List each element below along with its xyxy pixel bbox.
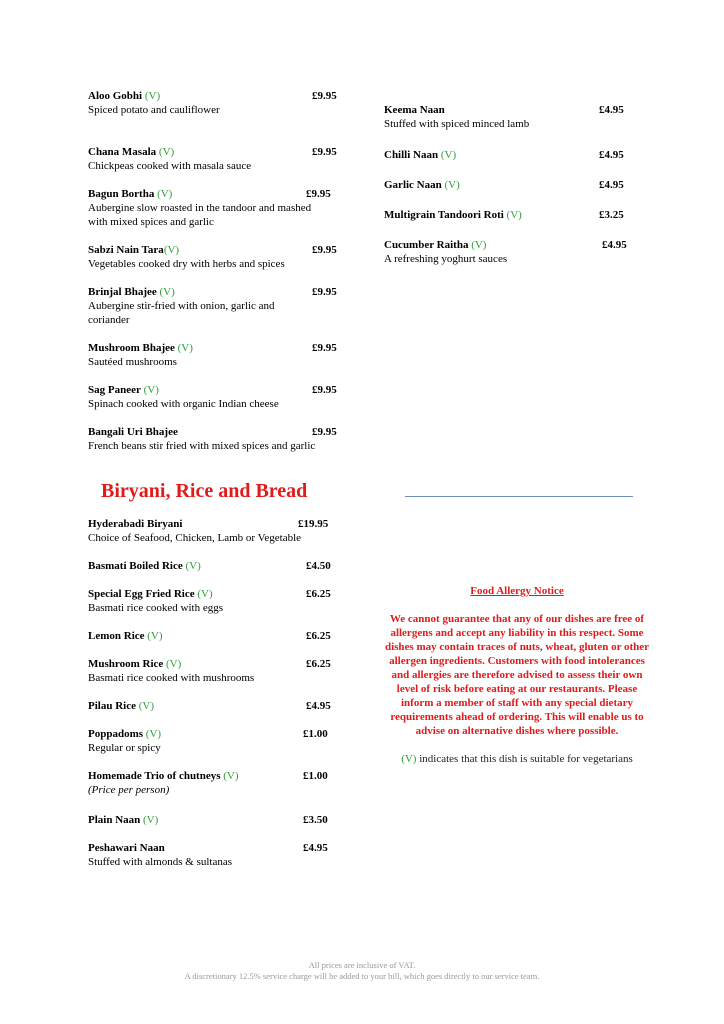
item-name: Homemade Trio of chutneys — [88, 770, 221, 782]
veg-indicator: (V) — [138, 700, 154, 712]
item-price: £9.95 — [312, 342, 337, 354]
menu-item — [88, 559, 338, 573]
item-price: £9.95 — [312, 244, 337, 256]
item-price: £1.00 — [303, 770, 328, 782]
item-price: £9.95 — [312, 426, 337, 438]
menu-item — [88, 769, 338, 797]
menu-item — [88, 341, 337, 369]
section-heading: Biryani, Rice and Bread — [101, 480, 308, 502]
menu-item — [88, 813, 338, 827]
item-price: £6.25 — [306, 658, 331, 670]
item-description: Stuffed with spiced minced lamb — [384, 118, 530, 130]
item-description: A refreshing yoghurt sauces — [384, 253, 508, 265]
menu-item — [88, 841, 338, 869]
item-description: (Price per person) — [88, 784, 170, 796]
item-price: £1.00 — [303, 728, 328, 740]
item-price: £9.95 — [312, 384, 337, 396]
menu-item — [88, 727, 338, 755]
menu-item — [88, 699, 338, 713]
item-description: Aubergine slow roasted in the tandoor and mashed with mixed spices and garlic — [88, 202, 312, 228]
item-price: £4.95 — [303, 842, 328, 854]
item-name: Sabzi Nain Tara — [88, 244, 164, 256]
item-price: £4.95 — [599, 149, 624, 161]
item-description: Regular or spicy — [88, 742, 161, 754]
item-price: £4.95 — [599, 179, 624, 191]
menu-item — [88, 587, 338, 615]
menu-item — [384, 178, 634, 192]
divider-line — [405, 496, 633, 497]
item-price: £6.25 — [306, 630, 331, 642]
veg-indicator: (V) — [401, 753, 417, 765]
item-name: Mushroom Rice — [88, 658, 164, 670]
item-price: £4.95 — [306, 700, 331, 712]
item-price: £3.50 — [303, 814, 328, 826]
item-description: Basmati rice cooked with eggs — [88, 602, 224, 614]
veg-indicator: (V) — [185, 560, 201, 572]
item-price: £9.95 — [312, 90, 337, 102]
veg-indicator: (V) — [197, 588, 213, 600]
veg-legend-text: indicates that this dish is suitable for vegetarians — [419, 753, 633, 765]
menu-item — [88, 187, 331, 229]
menu-item — [88, 285, 337, 327]
veg-indicator: (V) — [471, 239, 487, 251]
veg-indicator: (V) — [506, 209, 522, 221]
menu-item — [88, 383, 337, 411]
veg-indicator: (V) — [166, 658, 182, 670]
item-name: Plain Naan — [88, 814, 141, 826]
item-name: Chana Masala — [88, 146, 157, 158]
allergy-notice — [384, 584, 650, 766]
item-name: Cucumber Raitha — [384, 239, 469, 251]
veg-indicator: (V) — [145, 728, 162, 740]
footer-vat-note: All prices are inclusive of VAT. — [308, 960, 416, 970]
allergy-notice-body: We cannot guarantee that any of our dishes are free of allergens and accept any liability in this respect. Some dishes may contain traces of nuts, wheat, gluten or other allergen ingredients. Customers with food intolerances and allergies are therefore advised to assess their own level of risk before eating at our restaurants. Please inform a member of staff with any special dietary requirements ahead of ordering. This will enable us to advise on alternative dishes where possible. — [384, 613, 650, 737]
menu-item — [384, 148, 634, 162]
veg-indicator: (V) — [444, 179, 460, 191]
item-price: £9.95 — [306, 188, 331, 200]
menu-item — [88, 657, 338, 685]
veg-indicator: (V) — [143, 384, 159, 396]
item-description: Choice of Seafood, Chicken, Lamb or Vegetable — [88, 532, 302, 544]
item-description: Sautéed mushrooms — [88, 356, 177, 368]
item-price: £4.95 — [599, 104, 624, 116]
item-name: Multigrain Tandoori Roti — [384, 209, 504, 221]
item-description: Vegetables cooked dry with herbs and spices — [88, 258, 285, 270]
item-name: Pilau Rice — [88, 700, 136, 712]
item-name: Bangali Uri Bhajee — [88, 426, 178, 438]
veg-indicator: (V) — [440, 149, 457, 161]
item-description: Spiced potato and cauliflower — [88, 104, 220, 116]
item-price: £4.50 — [306, 560, 331, 572]
menu-item — [88, 425, 337, 453]
veg-indicator: (V) — [143, 814, 159, 826]
item-name: Special Egg Fried Rice — [88, 588, 195, 600]
menu-item — [88, 517, 338, 545]
item-name: Aloo Gobhi — [88, 90, 143, 102]
veg-indicator: (V) — [157, 188, 173, 200]
menu-item — [384, 103, 634, 131]
menu-item — [88, 89, 337, 117]
item-price: £4.95 — [602, 239, 627, 251]
item-price: £6.25 — [306, 588, 331, 600]
item-description: Spinach cooked with organic Indian cheese — [88, 398, 279, 410]
item-description: French beans stir fried with mixed spices and garlic — [88, 440, 316, 452]
item-price: £9.95 — [312, 286, 337, 298]
veg-indicator: (V) — [144, 90, 161, 102]
menu-item — [88, 243, 337, 271]
item-price: £3.25 — [599, 209, 624, 221]
item-name: Keema Naan — [384, 104, 445, 116]
item-description: Aubergine stir-fried with onion, garlic and coriander — [88, 300, 275, 326]
veg-indicator: (V) — [177, 342, 193, 354]
veg-indicator: (V) — [159, 286, 175, 298]
menu-item — [88, 145, 337, 173]
item-description: Stuffed with almonds & sultanas — [88, 856, 233, 868]
item-price: £19.95 — [298, 518, 329, 530]
item-name: Poppadoms — [88, 728, 144, 740]
item-description: Basmati rice cooked with mushrooms — [88, 672, 255, 684]
veg-legend — [384, 752, 650, 766]
veg-indicator: (V) — [163, 244, 180, 256]
veg-indicator: (V) — [158, 146, 175, 158]
item-name: Garlic Naan — [384, 179, 442, 191]
menu-item — [384, 238, 634, 266]
item-name: Hyderabadi Biryani — [88, 518, 183, 530]
item-name: Lemon Rice — [88, 630, 145, 642]
item-name: Bagun Bortha — [88, 188, 155, 200]
veg-indicator: (V) — [223, 770, 239, 782]
item-name: Peshawari Naan — [88, 842, 165, 854]
item-name: Chilli Naan — [384, 149, 439, 161]
item-description: Chickpeas cooked with masala sauce — [88, 160, 252, 172]
footer-service-charge: A discretionary 12.5% service charge will be added to your bill, which goes directly to our service team. — [184, 971, 540, 981]
menu-item — [384, 208, 634, 222]
veg-indicator: (V) — [147, 630, 163, 642]
item-name: Basmati Boiled Rice — [88, 560, 183, 572]
item-price: £9.95 — [312, 146, 337, 158]
menu-item — [88, 629, 338, 643]
item-name: Sag Paneer — [88, 384, 141, 396]
allergy-notice-title: Food Allergy Notice — [470, 585, 564, 597]
item-name: Mushroom Bhajee — [88, 342, 175, 354]
item-name: Brinjal Bhajee — [88, 286, 157, 298]
